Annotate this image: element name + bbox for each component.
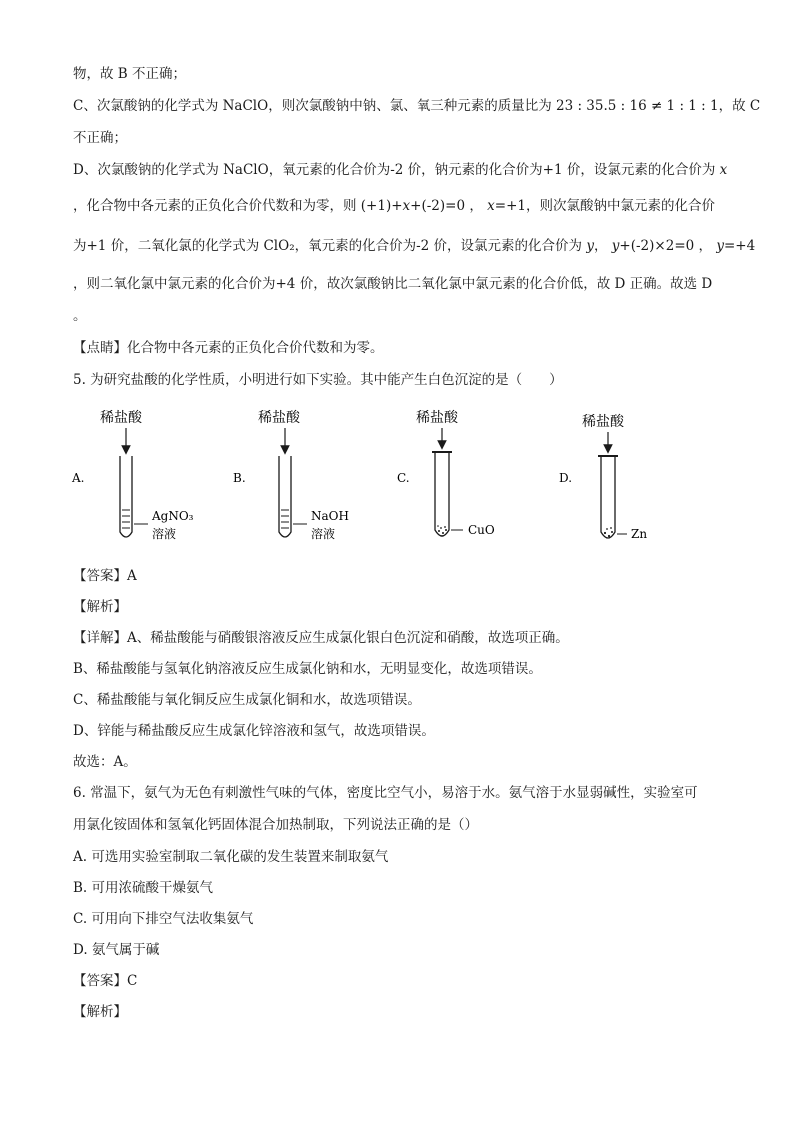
text-line: B、稀盐酸能与氢氧化钠溶液反应生成氯化钠和水，无明显变化，故选项错误。 — [73, 661, 542, 677]
option-letter: A. — [72, 471, 85, 485]
text-line — [73, 160, 727, 180]
option-c: C. 可用向下排空气法收集氨气 — [73, 911, 254, 927]
text-span: 为+1 价，二氧化氯的化学式为 ClO₂，氧元素的化合价为-2 价，设氯元素的化合价为 — [73, 238, 587, 254]
test-tube-diagram — [60, 400, 750, 560]
text-line: C、稀盐酸能与氧化铜反应生成氯化铜和水，故选项错误。 — [73, 692, 421, 708]
variable: x — [402, 198, 411, 214]
experiment-figure — [60, 400, 750, 560]
text-line: 用氯化铵固体和氢氧化钙固体混合加热制取，下列说法正确的是（） — [73, 817, 478, 833]
option-letter: B. — [233, 471, 246, 485]
text-span: ，化合物中各元素的正负化合价代数和为零，则 (+1)+ — [73, 198, 403, 214]
solid-label: Zn — [631, 527, 648, 541]
text-span: =+1，则次氯酸钠中氯元素的化合价 — [494, 198, 715, 214]
text-span: D、次氯酸钠的化学式为 NaClO，氧元素的化合价为-2 价，钠元素的化合价为+1 价，设氯元素的化合价为 — [73, 162, 720, 178]
text-line: 不正确； — [73, 130, 127, 146]
option-b: B. 可用浓硫酸干燥氨气 — [73, 880, 214, 896]
analysis-label: 【解析】 — [73, 599, 127, 615]
text-line: 物，故 B 不正确； — [73, 66, 187, 82]
solution-label: 溶液 — [152, 527, 177, 541]
option-a-apparatus — [71, 409, 194, 541]
text-line: 【详解】A、稀盐酸能与硝酸银溶液反应生成氯化银白色沉淀和硝酸，故选项正确。 — [73, 630, 569, 646]
tip-line: 【点睛】化合物中各元素的正负化合价代数和为零。 — [73, 340, 384, 356]
text-span: +(-2)=0 ， — [410, 198, 488, 214]
text-line: C、次氯酸钠的化学式为 NaClO，则次氯酸钠中钠、氯、氧三种元素的质量比为 23 : 35.5 : 16 ≠ 1 : 1 : 1，故 C — [73, 98, 761, 114]
option-b-apparatus — [233, 409, 349, 541]
text-line: D、锌能与稀盐酸反应生成氯化锌溶液和氢气，故选项错误。 — [73, 723, 435, 739]
answer-label: 【答案】C — [73, 973, 138, 989]
variable: x — [487, 198, 495, 214]
option-a: A. 可选用实验室制取二氧化碳的发生装置来制取氨气 — [73, 849, 389, 865]
reagent-label: 稀盐酸 — [416, 410, 458, 426]
question-6: 6. 常温下，氨气为无色有刺激性气味的气体，密度比空气小，易溶于水。氨气溶于水显弱碱性，实验室可 — [73, 785, 698, 801]
option-letter: D. — [559, 471, 573, 485]
option-c-apparatus — [397, 409, 495, 537]
option-d-apparatus — [559, 413, 647, 541]
variable: y — [586, 238, 594, 254]
variable: x — [719, 162, 728, 178]
solution-label: 溶液 — [311, 527, 336, 541]
answer-label: 【答案】A — [73, 568, 137, 584]
solution-label: AgNO₃ — [152, 509, 194, 523]
variable: y — [611, 238, 620, 254]
option-letter: C. — [397, 471, 410, 485]
text-line — [73, 196, 715, 216]
text-line: 故选：A。 — [73, 754, 137, 770]
reagent-label: 稀盐酸 — [582, 414, 624, 430]
text-line: ，则二氧化氯中氯元素的化合价为+4 价，故次氯酸钠比二氧化氯中氯元素的化合价低，故 D 正确。故选 D — [73, 276, 713, 292]
reagent-label: 稀盐酸 — [100, 410, 142, 426]
reagent-label: 稀盐酸 — [258, 410, 300, 426]
text-span: =+4 — [723, 238, 756, 254]
variable: y — [716, 238, 724, 254]
analysis-label: 【解析】 — [73, 1004, 127, 1020]
text-span: +(-2)×2=0 ， — [619, 238, 717, 254]
solid-label: CuO — [468, 523, 495, 537]
solution-label: NaOH — [311, 509, 349, 523]
text-line — [73, 236, 755, 256]
text-line: 。 — [73, 308, 87, 324]
option-d: D. 氨气属于碱 — [73, 942, 160, 958]
text-span: ， — [593, 238, 612, 254]
question-5: 5. 为研究盐酸的化学性质，小明进行如下实验。其中能产生白色沉淀的是（ ） — [73, 372, 563, 388]
